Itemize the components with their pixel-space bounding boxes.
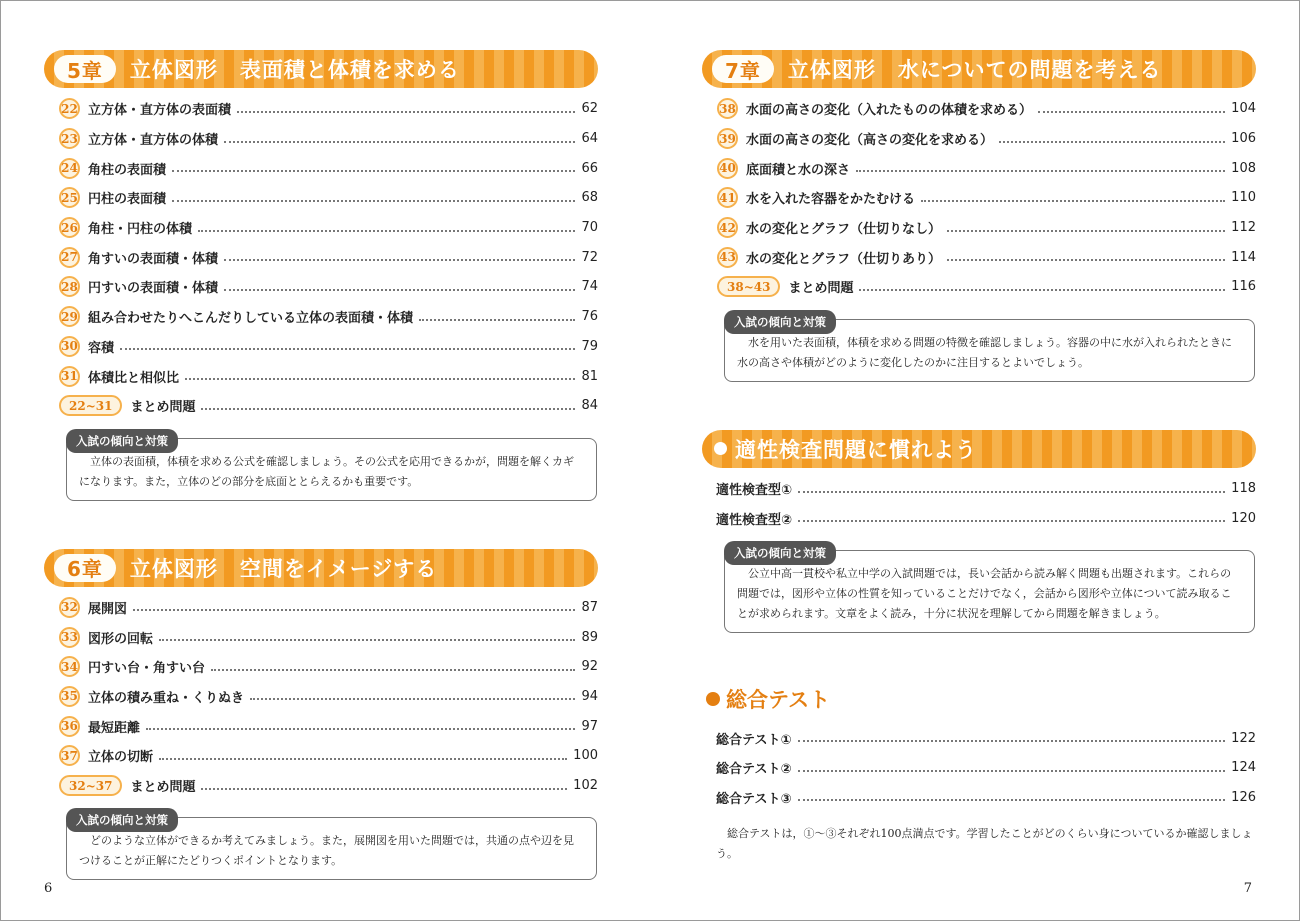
chapter-7-banner — [702, 50, 1256, 88]
exam-trend-label: 入試の傾向と対策 — [724, 541, 836, 565]
page-ref: 108 — [1231, 160, 1256, 176]
page-ref: 112 — [1231, 220, 1256, 236]
lesson-number-badge: 37 — [59, 745, 80, 766]
dot-leader — [856, 170, 1225, 172]
toc-entry[interactable] — [702, 753, 1256, 783]
page-ref: 84 — [581, 398, 598, 414]
page-ref: 114 — [1231, 249, 1256, 265]
right-page — [702, 50, 1256, 864]
page-ref: 92 — [581, 659, 598, 675]
page-ref: 89 — [581, 629, 598, 645]
toc-entry[interactable] — [702, 504, 1256, 534]
toc-list — [702, 94, 1256, 302]
toc-entry[interactable] — [44, 183, 598, 213]
chapter-title: 立体図形 空間をイメージする — [129, 556, 438, 581]
page-ref: 72 — [581, 249, 598, 265]
entry-title: 角柱・円柱の体積 — [88, 222, 193, 238]
toc-entry[interactable] — [44, 242, 598, 272]
dot-leader — [133, 609, 575, 611]
page-ref: 102 — [573, 778, 598, 794]
entry-title: 水の変化とグラフ（仕切りあり） — [746, 251, 942, 267]
page-ref: 122 — [1231, 730, 1256, 746]
lesson-number-badge: 42 — [717, 217, 738, 238]
lesson-range-badge: 32~37 — [59, 775, 122, 796]
dot-leader — [250, 698, 575, 700]
bullet-icon — [714, 442, 727, 455]
page-ref: 79 — [581, 338, 598, 354]
entry-title: 水面の高さの変化（高さの変化を求める） — [746, 133, 994, 149]
section-spacer — [702, 633, 1256, 681]
entry-title: 立方体・直方体の体積 — [88, 133, 219, 149]
dot-leader — [172, 200, 575, 202]
entry-title: まとめ問題 — [130, 780, 196, 796]
toc-entry[interactable] — [44, 124, 598, 154]
page-ref: 100 — [573, 748, 598, 764]
entry-title: 体積比と相似比 — [88, 370, 180, 386]
lesson-number-badge: 35 — [59, 686, 80, 707]
lesson-number-badge: 26 — [59, 217, 80, 238]
toc-entry[interactable] — [44, 361, 598, 391]
lesson-number-badge: 34 — [59, 656, 80, 677]
toc-entry[interactable] — [44, 213, 598, 243]
dot-leader — [237, 111, 575, 113]
lesson-number-badge: 43 — [717, 247, 738, 268]
left-page — [44, 50, 598, 880]
section-spacer — [702, 382, 1256, 430]
toc-entry[interactable] — [44, 94, 598, 124]
toc-entry[interactable] — [702, 474, 1256, 504]
toc-entry[interactable] — [702, 723, 1256, 753]
page-ref: 74 — [581, 279, 598, 295]
toc-entry[interactable] — [702, 783, 1256, 813]
lesson-number-badge: 40 — [717, 158, 738, 179]
entry-title: 円柱の表面積 — [88, 192, 167, 208]
aptitude-banner — [702, 430, 1256, 468]
exam-trend-label: 入試の傾向と対策 — [724, 310, 836, 334]
page-ref: 94 — [581, 688, 598, 704]
toc-list — [44, 94, 598, 421]
dot-leader — [120, 348, 575, 350]
dot-leader — [419, 319, 575, 321]
exam-trend-box — [66, 433, 597, 501]
entry-title: 容積 — [88, 340, 115, 356]
dot-leader — [201, 788, 567, 790]
lesson-number-badge: 38 — [717, 98, 738, 119]
page-ref: 118 — [1231, 481, 1256, 497]
dot-leader — [798, 799, 1226, 801]
page-ref: 70 — [581, 220, 598, 236]
dot-leader — [947, 230, 1225, 232]
entry-title: 水面の高さの変化（入れたものの体積を求める） — [746, 103, 1033, 119]
page-ref: 116 — [1231, 279, 1256, 295]
toc-entry[interactable] — [702, 183, 1256, 213]
dot-leader — [798, 770, 1226, 772]
exam-trend-text: 公立中高一貫校や私立中学の入試問題では，長い会話から読み解く問題も出題されます。これらの問題では，図形や立体の性質を知っていることだけでなく，会話から図形や立体について読み取ることが求められます。文章をよく読み，十分に状況を理解してから問題を解きましょう。 — [737, 567, 1232, 621]
toc-entry[interactable] — [44, 711, 598, 741]
toc-entry[interactable] — [44, 741, 598, 771]
page-ref: 124 — [1231, 760, 1256, 776]
page-ref: 64 — [581, 131, 598, 147]
toc-entry[interactable] — [44, 622, 598, 652]
lesson-number-badge: 22 — [59, 98, 80, 119]
dot-leader — [198, 230, 575, 232]
lesson-range-badge: 22~31 — [59, 395, 122, 416]
chapter-label: 6章 — [54, 554, 116, 582]
lesson-number-badge: 33 — [59, 627, 80, 648]
dot-leader — [798, 491, 1225, 493]
lesson-number-badge: 28 — [59, 276, 80, 297]
section-title: 適性検査問題に慣れよう — [735, 437, 977, 462]
dot-leader — [211, 669, 575, 671]
entry-title: 適性検査型② — [716, 512, 793, 528]
exam-trend-box — [66, 813, 597, 880]
toc-entry[interactable] — [702, 124, 1256, 154]
page-ref: 66 — [581, 160, 598, 176]
toc-entry-review[interactable] — [44, 391, 598, 421]
entry-title: 組み合わせたりへこんだりしている立体の表面積・体積 — [88, 311, 414, 327]
toc-entry[interactable] — [44, 652, 598, 682]
entry-title: 適性検査型① — [716, 483, 793, 499]
dot-leader — [146, 728, 575, 730]
toc-list — [702, 723, 1256, 812]
dot-leader — [201, 408, 575, 410]
exam-trend-text: 水を用いた表面積，体積を求める問題の特徴を確認しましょう。容器の中に水が入れられたときに水の高さや体積がどのように変化したのかに注目するとよいでしょう。 — [737, 335, 1232, 369]
exam-trend-box — [724, 314, 1255, 382]
page-ref: 126 — [1231, 789, 1256, 805]
exam-trend-label: 入試の傾向と対策 — [66, 808, 178, 832]
bullet-icon — [706, 692, 720, 706]
toc-list — [44, 593, 598, 801]
entry-title: 角すいの表面積・体積 — [88, 251, 219, 267]
chapter-5-banner — [44, 50, 598, 88]
chapter-title: 立体図形 表面積と体積を求める — [129, 58, 460, 82]
exam-trend-box — [724, 546, 1255, 633]
dot-leader — [798, 520, 1225, 522]
dot-leader — [224, 141, 575, 143]
toc-list — [702, 474, 1256, 533]
page-ref: 106 — [1231, 131, 1256, 147]
page-ref: 76 — [581, 309, 598, 325]
entry-title: 図形の回転 — [88, 631, 154, 647]
entry-title: 水を入れた容器をかたむける — [746, 192, 916, 208]
chapter-6-banner — [44, 549, 598, 587]
entry-title: 円すいの表面積・体積 — [88, 281, 219, 297]
lesson-number-badge: 25 — [59, 187, 80, 208]
lesson-number-badge: 41 — [717, 187, 738, 208]
toc-entry-review[interactable] — [44, 771, 598, 801]
section-title: 総合テスト — [726, 688, 831, 713]
dot-leader — [798, 740, 1226, 742]
entry-title: 立方体・直方体の表面積 — [88, 103, 232, 119]
dot-leader — [172, 170, 575, 172]
lesson-number-badge: 27 — [59, 247, 80, 268]
dot-leader — [999, 141, 1225, 143]
page-ref: 62 — [581, 101, 598, 117]
entry-title: 最短距離 — [88, 720, 141, 736]
lesson-number-badge: 32 — [59, 597, 80, 618]
entry-title: 立体の積み重ね・くりぬき — [88, 690, 245, 706]
entry-title: まとめ問題 — [130, 400, 196, 416]
section-spacer — [44, 501, 598, 549]
toc-entry[interactable] — [44, 593, 598, 623]
entry-title: 総合テスト② — [716, 762, 792, 778]
exam-trend-text: 立体の表面積，体積を求める公式を確認しましょう。その公式を応用できるかが，問題を解くカギになります。また，立体のどの部分を底面ととらえるかも重要です。 — [79, 454, 574, 488]
test-heading — [702, 681, 1256, 717]
lesson-number-badge: 36 — [59, 716, 80, 737]
toc-entry[interactable] — [44, 272, 598, 302]
dot-leader — [224, 259, 575, 261]
test-note: 総合テストは，①～③それぞれ100点満点です。学習したことがどのくらい身についているか確認しましょう。 — [716, 827, 1253, 861]
exam-trend-text: どのような立体ができるか考えてみましょう。また，展開図を用いた問題では，共通の点や辺を見つけることが正解にたどりつくポイントとなります。 — [79, 834, 574, 868]
toc-entry[interactable] — [702, 242, 1256, 272]
page-ref: 87 — [581, 599, 598, 615]
dot-leader — [224, 289, 575, 291]
entry-title: 円すい台・角すい台 — [88, 661, 206, 677]
dot-leader — [185, 378, 575, 380]
toc-entry[interactable] — [44, 332, 598, 362]
entry-title: まとめ問題 — [788, 281, 854, 297]
toc-entry[interactable] — [702, 94, 1256, 124]
toc-entry[interactable] — [44, 302, 598, 332]
dot-leader — [159, 639, 575, 641]
lesson-number-badge: 23 — [59, 128, 80, 149]
dot-leader — [921, 200, 1225, 202]
page-number-right: 7 — [1243, 881, 1252, 896]
page-ref: 68 — [581, 190, 598, 206]
exam-trend-label: 入試の傾向と対策 — [66, 429, 178, 453]
page-number-left: 6 — [44, 881, 53, 896]
entry-title: 水の変化とグラフ（仕切りなし） — [746, 222, 942, 238]
toc-entry-review[interactable] — [702, 272, 1256, 302]
chapter-label: 5章 — [54, 55, 116, 83]
page-ref: 97 — [581, 718, 598, 734]
chapter-title: 立体図形 水についての問題を考える — [787, 58, 1162, 82]
toc-entry[interactable] — [702, 213, 1256, 243]
lesson-number-badge: 24 — [59, 158, 80, 179]
page-ref: 81 — [581, 368, 598, 384]
lesson-number-badge: 39 — [717, 128, 738, 149]
lesson-number-badge: 30 — [59, 336, 80, 357]
dot-leader — [1038, 111, 1225, 113]
toc-entry[interactable] — [702, 153, 1256, 183]
lesson-number-badge: 29 — [59, 306, 80, 327]
entry-title: 角柱の表面積 — [88, 162, 167, 178]
entry-title: 総合テスト① — [716, 732, 792, 748]
entry-title: 総合テスト③ — [716, 791, 792, 807]
dot-leader — [947, 259, 1225, 261]
page-ref: 120 — [1231, 510, 1256, 526]
entry-title: 展開図 — [88, 601, 128, 617]
toc-entry[interactable] — [44, 682, 598, 712]
toc-entry[interactable] — [44, 153, 598, 183]
page-ref: 104 — [1231, 101, 1256, 117]
dot-leader — [159, 758, 567, 760]
lesson-range-badge: 38~43 — [717, 276, 780, 297]
entry-title: 底面積と水の深さ — [746, 162, 851, 178]
dot-leader — [859, 289, 1225, 291]
entry-title: 立体の切断 — [88, 750, 154, 766]
lesson-number-badge: 31 — [59, 366, 80, 387]
chapter-label: 7章 — [712, 55, 774, 83]
page-ref: 110 — [1231, 190, 1256, 206]
